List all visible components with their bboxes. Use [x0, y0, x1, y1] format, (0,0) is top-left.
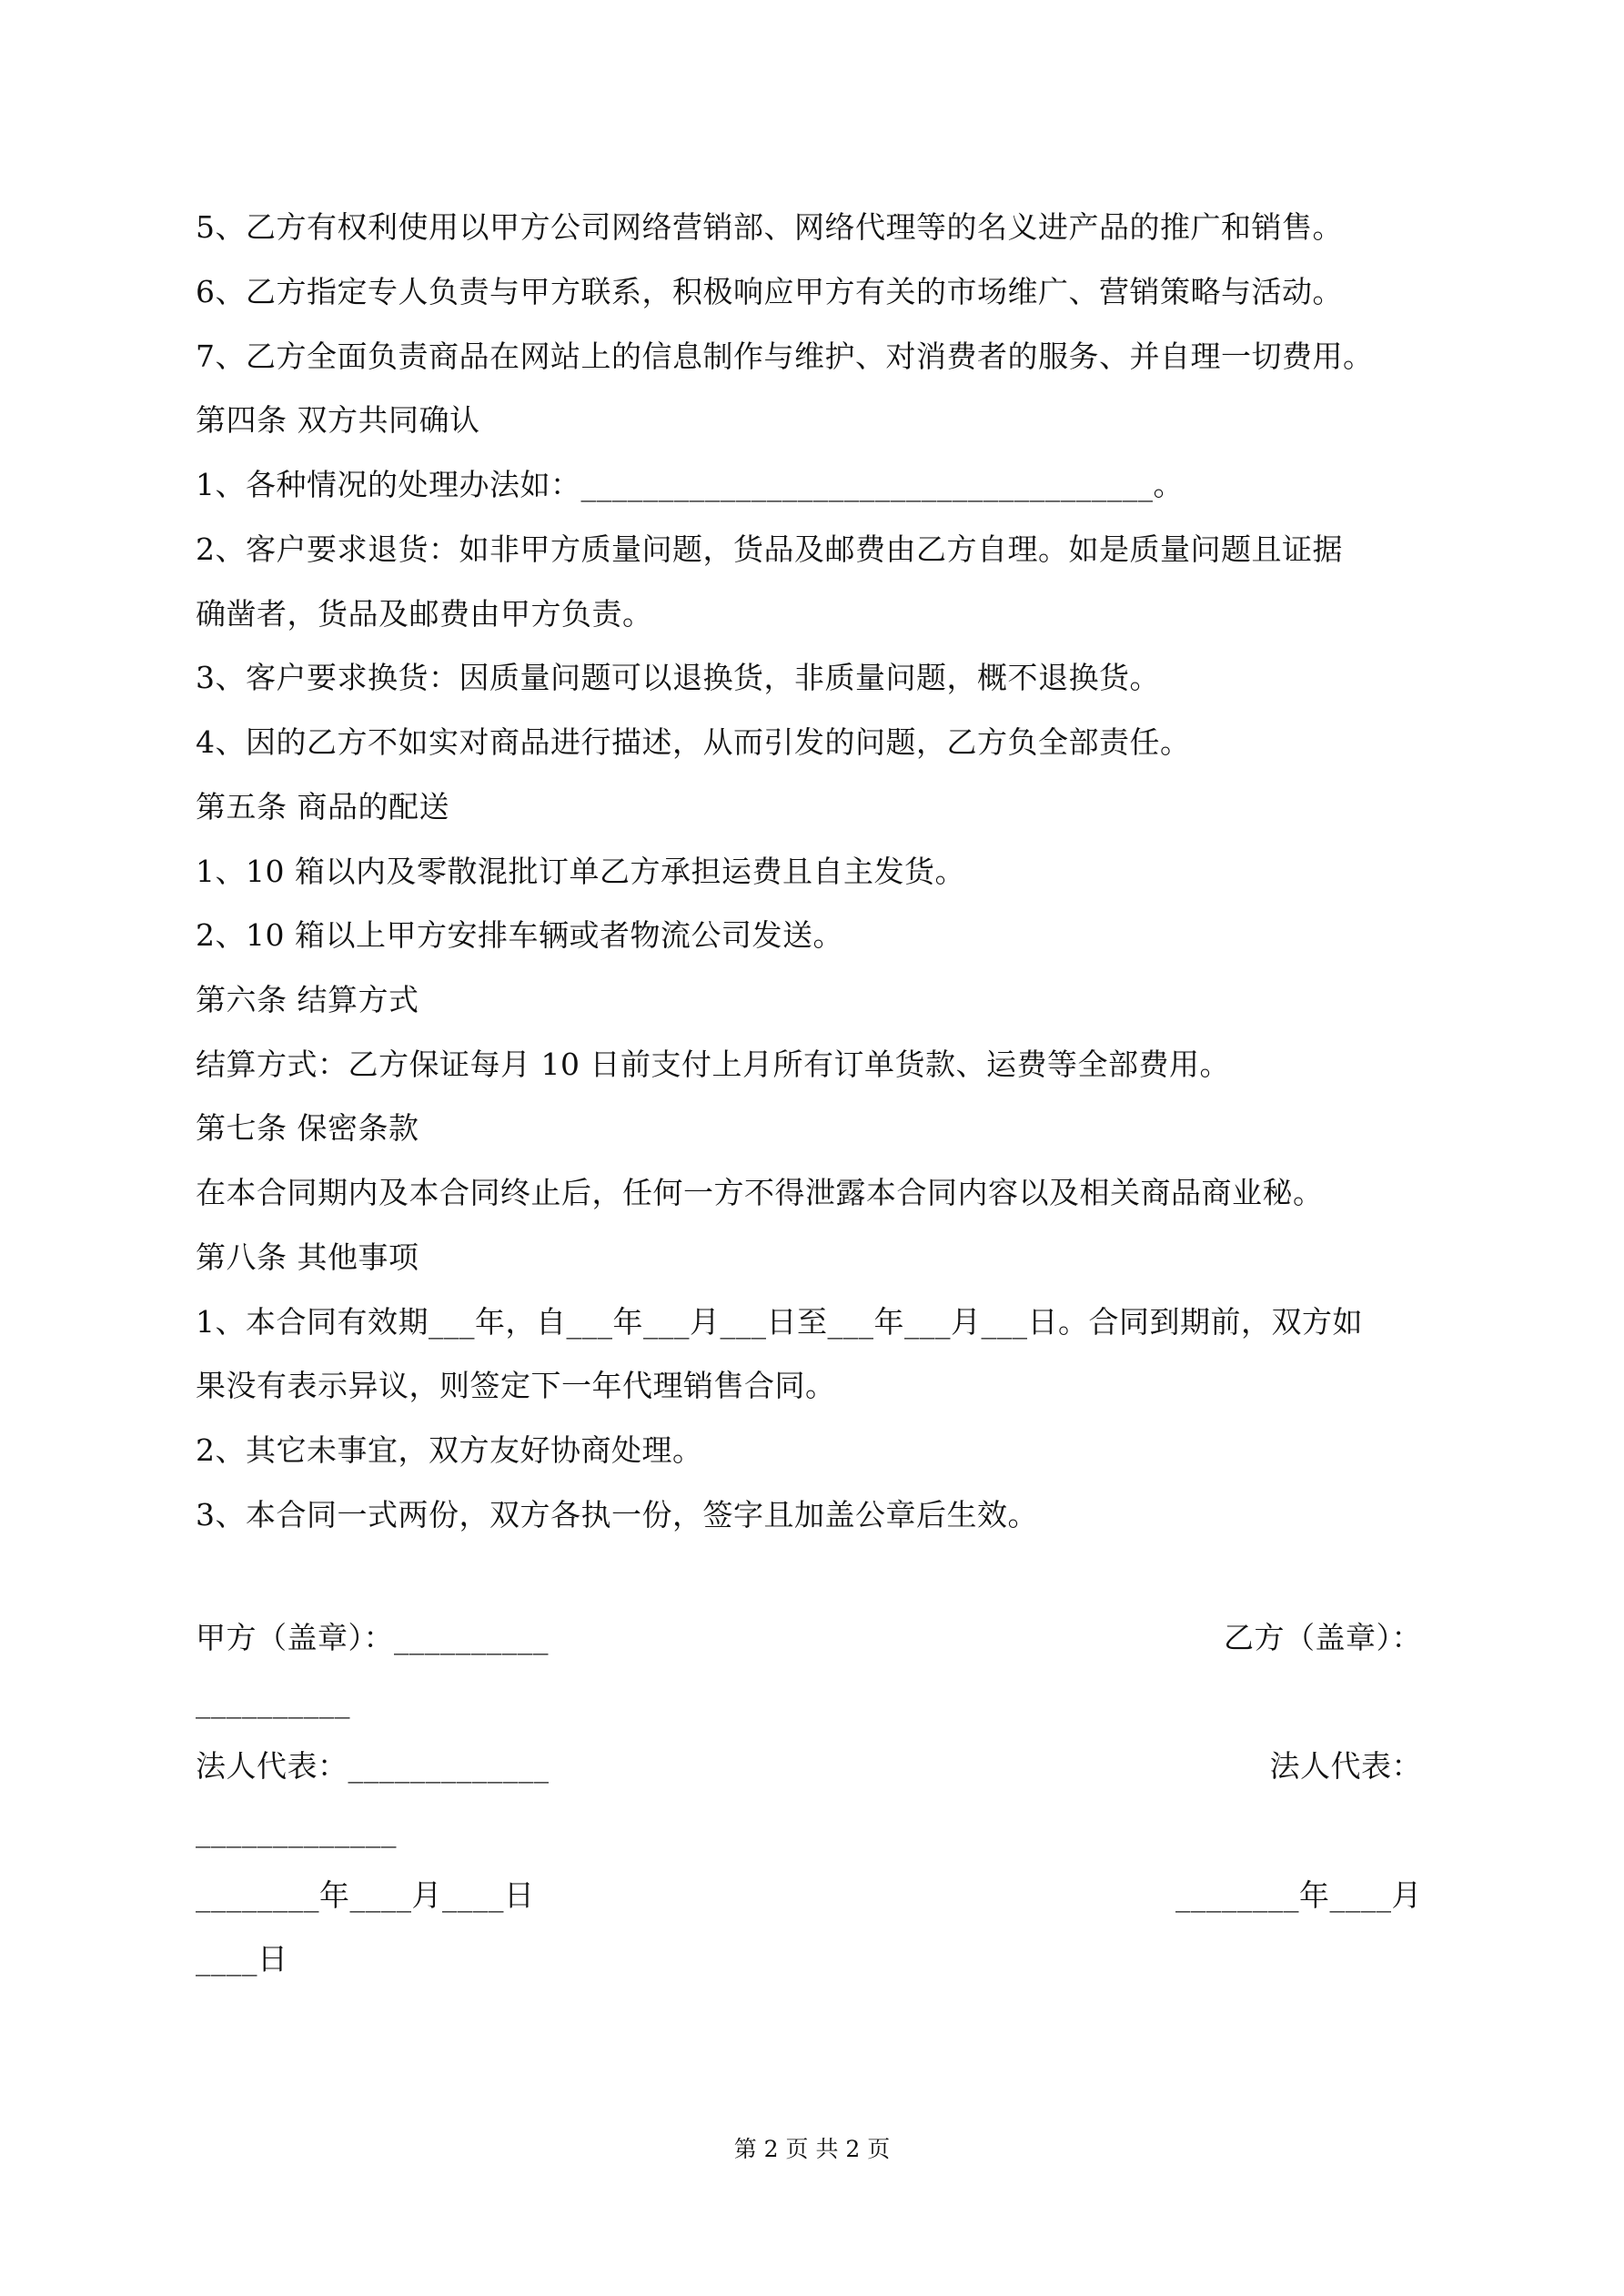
- article-8-item-1-line-2: 果没有表示异议，则签定下一年代理销售合同。: [196, 1368, 836, 1403]
- article-5-item-2: 2、10 箱以上甲方安排车辆或者物流公司发送。: [196, 917, 843, 953]
- article-7-heading: 第七条 保密条款: [196, 1110, 419, 1146]
- article-8-item-3: 3、本合同一式两份，双方各执一份，签字且加盖公章后生效。: [196, 1497, 1038, 1532]
- party-b-date-continued: ____日: [196, 1941, 288, 1977]
- article-6-text: 结算方式：乙方保证每月 10 日前支付上月所有订单货款、运费等全部费用。: [196, 1047, 1230, 1082]
- article-4-item-3: 3、客户要求换货：因质量问题可以退换货，非质量问题，概不退换货。: [196, 660, 1160, 695]
- party-b-legal-rep-blank: _____________: [196, 1813, 397, 1848]
- party-b-legal-rep-label: 法人代表：: [1269, 1748, 1422, 1784]
- article-4-heading: 第四条 双方共同确认: [196, 402, 480, 438]
- party-b-seal-label: 乙方（盖章）：: [1224, 1620, 1422, 1655]
- clause-6: 6、乙方指定专人负责与甲方联系，积极响应甲方有关的市场维广、营销策略与活动。: [196, 274, 1343, 309]
- article-8-item-1-line-1: 1、本合同有效期___年，自___年___月___日至___年___月___日。合同到期前，双方如: [196, 1304, 1363, 1340]
- party-a-date-line: ________年____月____日: [196, 1877, 535, 1913]
- party-b-seal-blank: __________: [196, 1684, 350, 1719]
- article-5-item-1: 1、10 箱以内及零散混批订单乙方承担运费且自主发货。: [196, 854, 965, 889]
- clause-5: 5、乙方有权利使用以甲方公司网络营销部、网络代理等的名义进产品的推广和销售。: [196, 209, 1343, 245]
- article-6-heading: 第六条 结算方式: [196, 982, 419, 1017]
- article-8-heading: 第八条 其他事项: [196, 1239, 419, 1275]
- article-4-item-4: 4、因的乙方不如实对商品进行描述，从而引发的问题，乙方负全部责任。: [196, 724, 1191, 760]
- article-4-item-2-line-2: 确凿者，货品及邮费由甲方负责。: [196, 596, 653, 632]
- article-4-item-1: 1、各种情况的处理办法如：_____________________________________。: [196, 467, 1184, 502]
- page-number: 第 2 页 共 2 页: [733, 2136, 891, 2162]
- article-5-heading: 第五条 商品的配送: [196, 789, 449, 824]
- article-7-text: 在本合同期内及本合同终止后，任何一方不得泄露本合同内容以及相关商品商业秘。: [196, 1175, 1324, 1210]
- article-4-item-2-line-1: 2、客户要求退货：如非甲方质量问题，货品及邮费由乙方自理。如是质量问题且证据: [196, 531, 1343, 567]
- clause-7: 7、乙方全面负责商品在网站上的信息制作与维护、对消费者的服务、并自理一切费用。: [196, 339, 1374, 374]
- party-b-date-line: ________年____月: [1175, 1877, 1422, 1913]
- party-a-seal-line: 甲方（盖章）：__________: [196, 1620, 549, 1655]
- article-8-item-2: 2、其它未事宜，双方友好协商处理。: [196, 1432, 703, 1468]
- party-a-legal-rep-line: 法人代表：_____________: [196, 1748, 550, 1784]
